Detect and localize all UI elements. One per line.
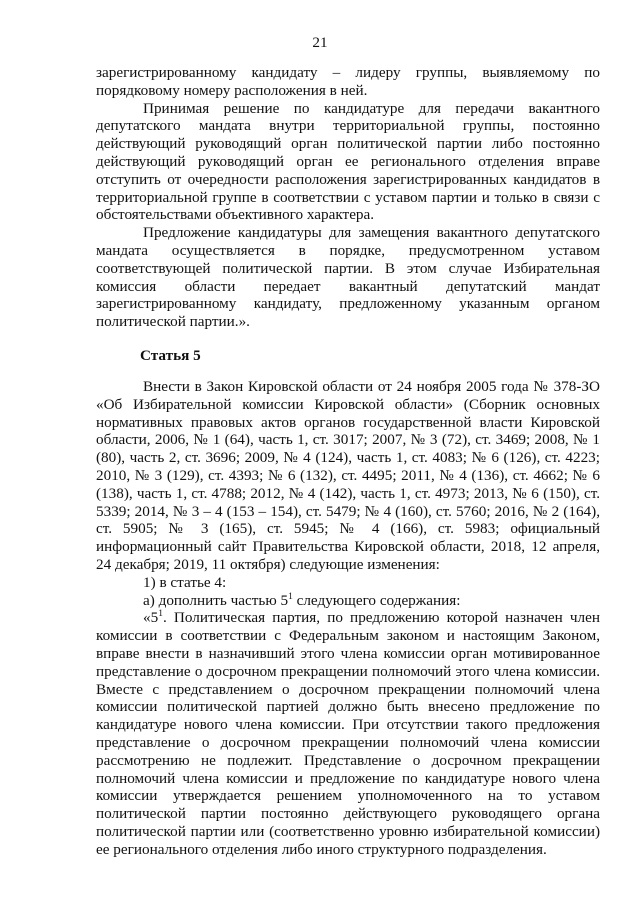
list-item-1a [96, 592, 600, 610]
list-item-1: 1) в статье 4: [143, 573, 227, 591]
paragraph-candidate-proposal: Предложение кандидатуры для замещения вакантного депутатского мандата осуществляется в порядке, предусмотренном уставом соответствующей политической партии. В этом случае Избирательная комиссия области передает вакантный депутатский мандат зарегистрированному кандидату, предложенному указанным органом политической партии.». [96, 224, 600, 331]
item1a-text-post: следующего содержания: [292, 591, 461, 609]
paragraph-decision-on-candidate: Принимая решение по кандидатуре для передачи вакантного депутатского мандата внутри территориальной группы, постоянно действующий руководящий орган политической партии либо постоянно действующий руководящий орган ее регионального отделения вправе отступить от очередности расположения зарегистрированных кандидатов в территориальной группе в соответствии с уставом партии и только в связи с обстоятельствами объективного характера. [96, 99, 600, 224]
quote-text-post: . Политическая партия, по предложению которой назначен член комиссии в соответствии с Федеральным законом и настоящим Законом, вправе внести в назначивший этого члена комиссии орган мотивированное представление о досрочном прекращении полномочий этого члена комиссии. Вместе с представлением о досрочном прекращении полномочий члена комиссии политической партией должно быть внесено предложение по кандидатуре нового члена комиссии. При отсутствии такого предложения представление о досрочном прекращении полномочий члена комиссии рассмотрению не подлежит. Представление о досрочном прекращении полномочий члена комиссии и предложение по кандидатуре нового члена комиссии утверждается решением уполномоченного на то уставом политической партии постоянно действующего руководящего органа политической партии или (соответственно уровню избирательной комиссии) ее регионального отделения либо иного структурного подразделения. [96, 609, 600, 858]
paragraph-quoted-part-5-1 [96, 609, 600, 858]
item1a-superscript: 1 [288, 591, 293, 602]
article4-tail [96, 64, 600, 331]
item1a-text-pre: а) дополнить частью 5 [143, 591, 289, 609]
article5-body [96, 378, 600, 859]
page-number: 21 [312, 34, 328, 51]
paragraph-amend-law: Внести в Закон Кировской области от 24 ноября 2005 года № 378-ЗО «Об Избирательной комиссии Кировской области» (Сборник основных нормативных правовых актов органов государственной власти Кировской области, 2006, № 1 (64), часть 1, ст. 3017; 2007, № 3 (72), ст. 3469; 2008, № 1 (80), часть 2, ст. 3696; 2009, № 4 (124), часть 1, ст. 4083; № 6 (126), ст. 4223; 2010, № 3 (129), ст. 4393; № 6 (132), ст. 4495; 2011, № 4 (136), ст. 4662; № 6 (138), часть 1, ст. 4788; 2012, № 4 (142), часть 1, ст. 4973; 2013, № 6 (150), ст. 5339; 2014, № 3 – 4 (153 – 154), ст. 5479; № 4 (160), ст. 5760; 2016, № 2 (164), ст. 5905; № 3 (165), ст. 5945; № 4 (166), ст. 5983; официальный информационный сайт Правительства Кировской области, 2018, 12 апреля, 24 декабря; 2019, 11 октября) следующие изменения: [96, 378, 600, 573]
article-5-heading: Статья 5 [140, 347, 201, 364]
paragraph-continuation: зарегистрированному кандидату – лидеру группы, выявляемому по порядковому номеру расположения в ней. [96, 64, 600, 99]
quote-superscript: 1 [158, 609, 163, 620]
quote-text-pre: «5 [143, 609, 159, 627]
